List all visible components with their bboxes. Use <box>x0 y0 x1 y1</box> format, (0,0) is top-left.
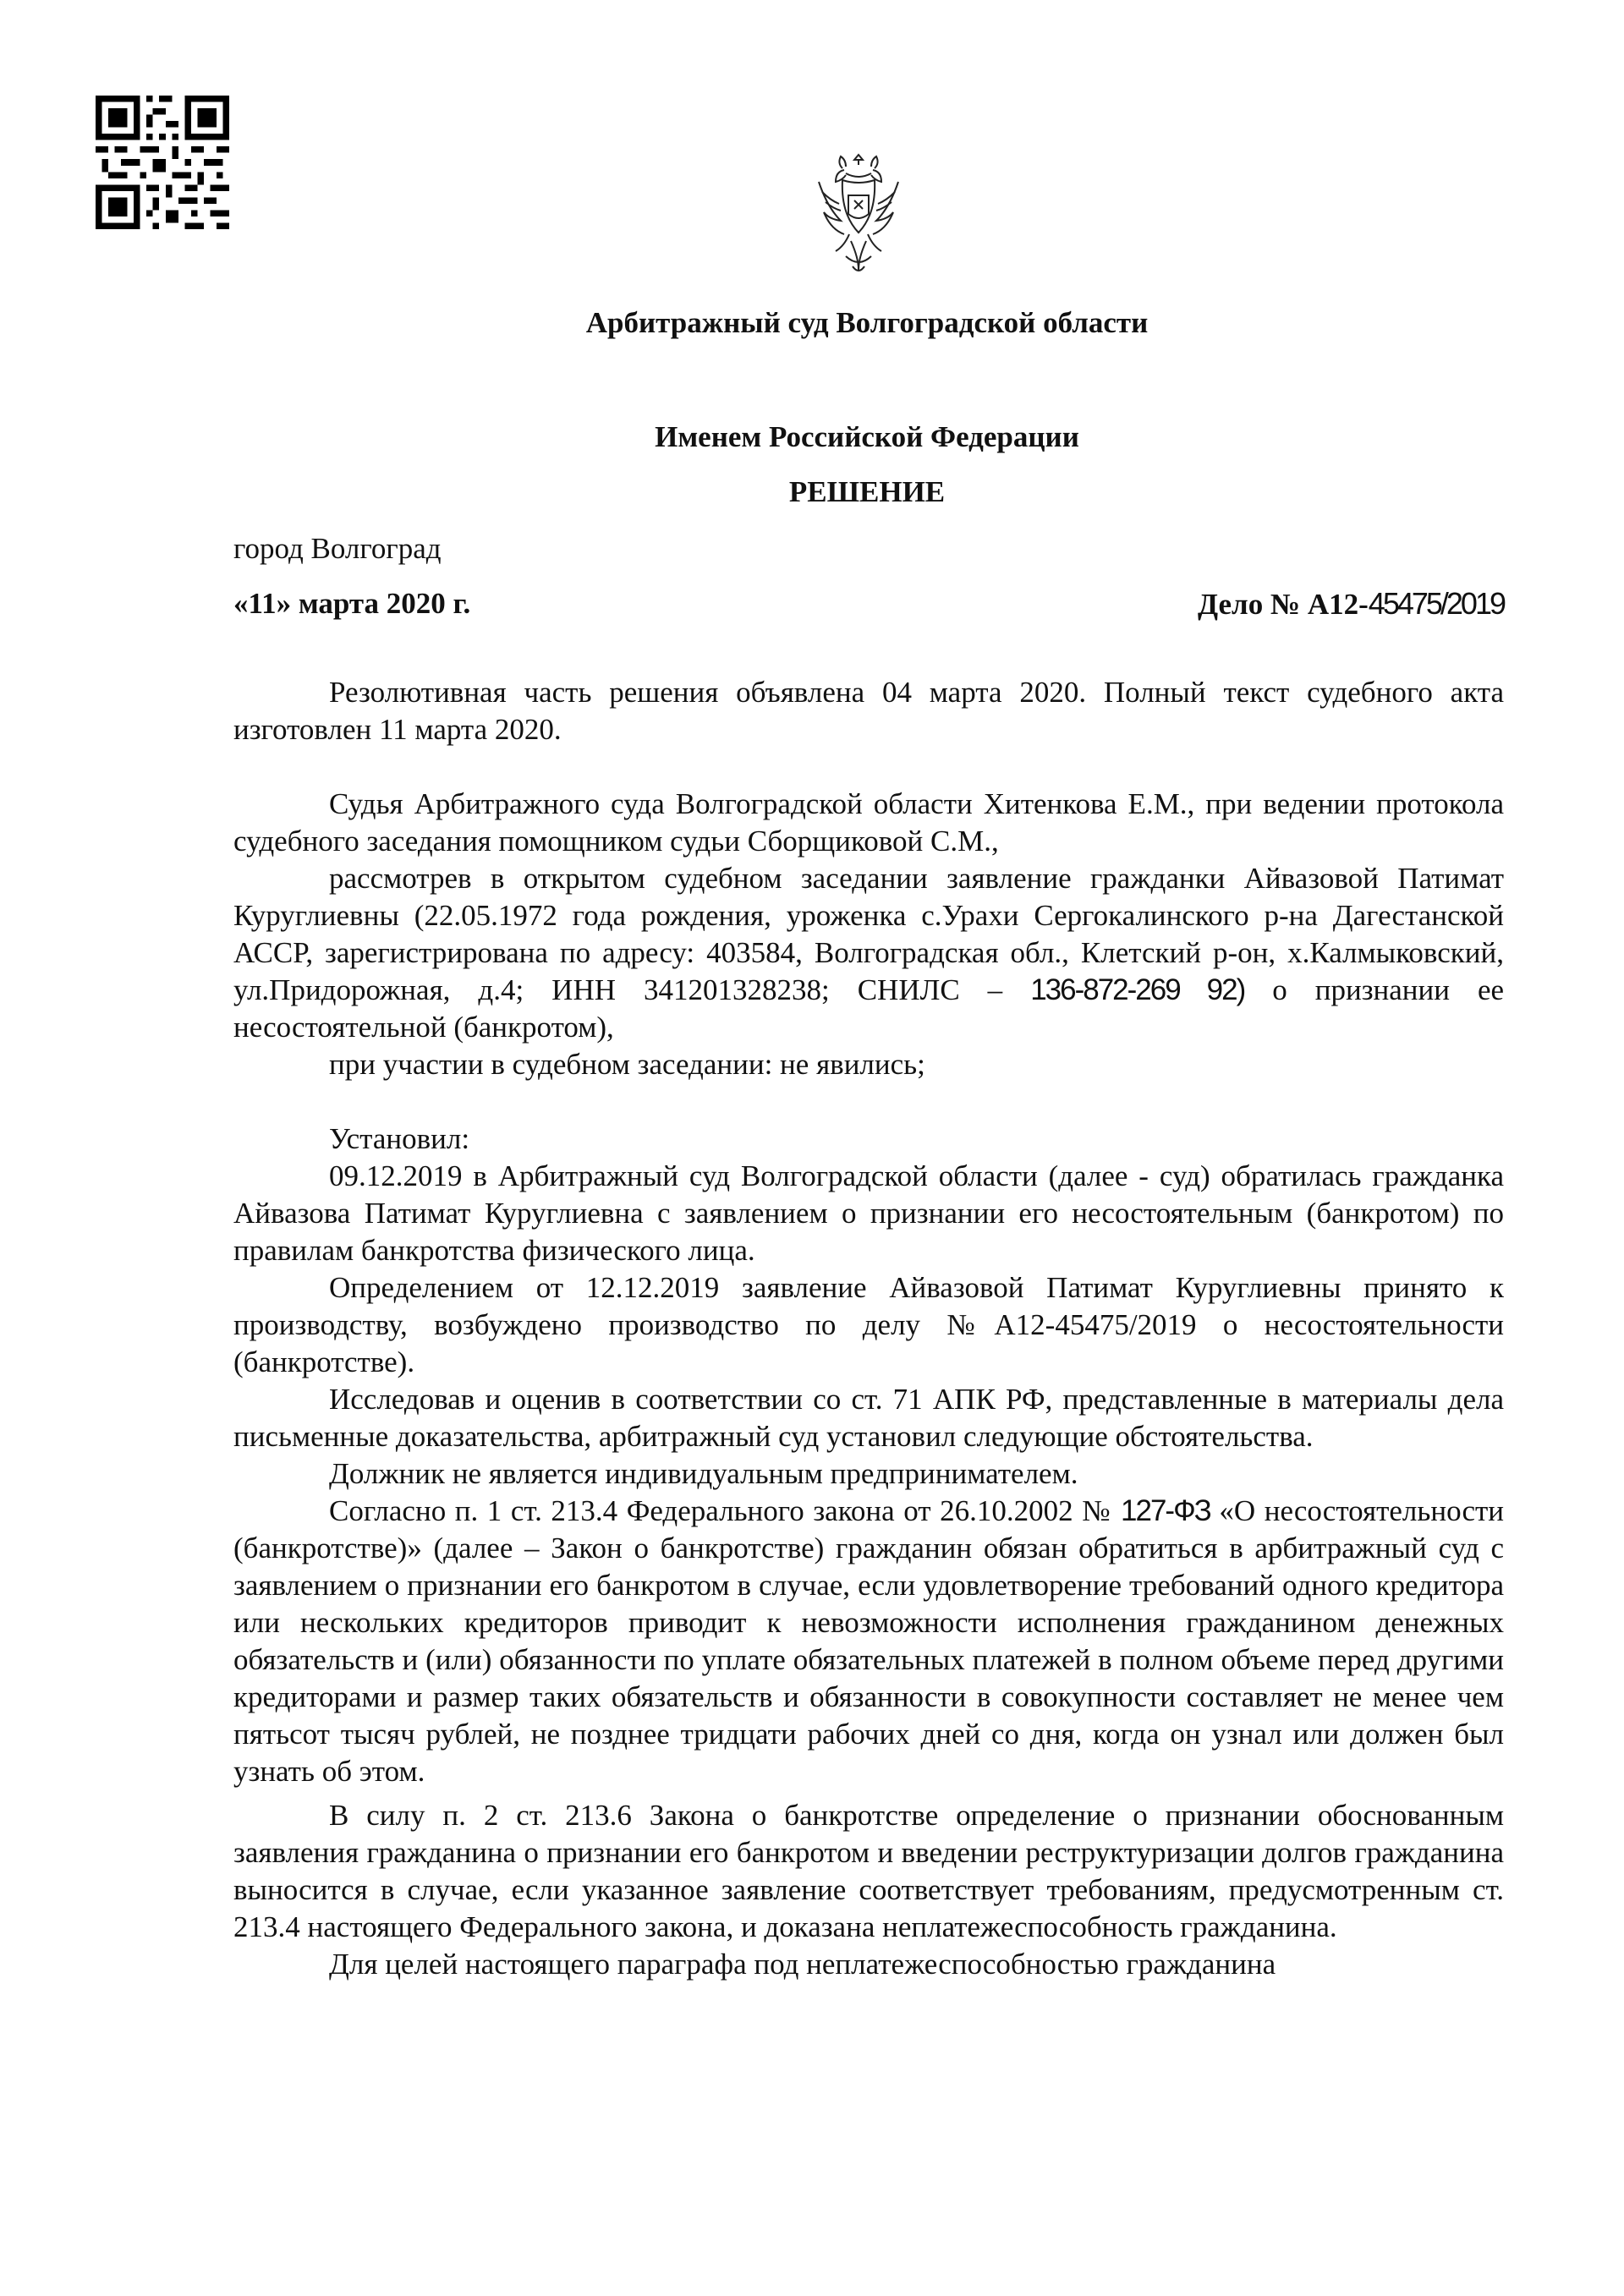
paragraph-insolvency: Для целей настоящего параграфа под неплатежеспособностью гражданина <box>329 1948 1276 1981</box>
document-title: РЕШЕНИЕ <box>788 475 946 508</box>
paragraph-considered <box>233 860 1504 1046</box>
decision-body <box>233 674 1504 1983</box>
paragraph-operative-part: Резолютивная часть решения объявлена 04 марта 2020. Полный текст судебного акта изготовлен 11 марта 2020. <box>233 676 1504 746</box>
paragraph-law-213-4 <box>233 1493 1504 1790</box>
snils-number: 136-872-269 92) <box>1030 973 1245 1006</box>
considered-tail: о признании ее несостоятельной (банкротом), <box>233 973 1505 1044</box>
case-number <box>1198 583 1504 626</box>
case-prefix: Дело № А12- <box>1198 588 1369 621</box>
city: город Волгоград <box>233 532 442 565</box>
paragraph-law-213-6: В силу п. 2 ст. 213.6 Закона о банкротстве определение о признании обоснованным заявления гражданина о признании его банкротом и введении реструктуризации долгов гражданина выносится в случае, если указанное заявление соответствует требованиям, предусмотренным ст. 213.4 настоящего Федерального закона, и доказана неплатежеспособность гражданина. <box>233 1799 1504 1943</box>
case-number-digits: 45475/2019 <box>1368 586 1504 621</box>
decision-date: «11» марта 2020 г. <box>233 587 471 620</box>
paragraph-established: Установил: <box>329 1122 470 1155</box>
law-number: 127-ФЗ <box>1121 1494 1210 1527</box>
paragraph-not-entrepreneur: Должник не является индивидуальным предпринимателем. <box>329 1457 1078 1490</box>
law-text-rest: «О несостоятельности (банкротстве)» (далее – Закон о банкротстве) гражданин обязан обратиться в арбитражный суд с заявлением о признании его банкротом в случае, если удовлетворение требований одного кредитора или нескольких кредиторов приводит к невозможности исполнения гражданином денежных обязательств и (или) обязанности по уплате обязательных платежей в полном объеме перед другими кредиторами и размер таких обязательств и обязанности в совокупности составляет не менее чем пятьсот тысяч рублей, не позднее тридцати рабочих дней со дня, когда он узнал или должен был узнать об этом. <box>233 1494 1505 1788</box>
paragraph-participation: при участии в судебном заседании: не явились; <box>329 1048 925 1081</box>
paragraph-ruling: Определением от 12.12.2019 заявление Айвазовой Патимат Куруглиевны принято к производству, возбуждено производство по делу №А12-45475/2019 о несостоятельности (банкротстве). <box>233 1271 1504 1378</box>
in-name-heading: Именем Российской Федерации <box>655 420 1079 453</box>
law-text-start: Согласно п. 1 ст. 213.4 Федерального закона от 26.10.2002 № <box>329 1494 1112 1527</box>
court-name: Арбитражный суд Волгоградской области <box>585 306 1149 339</box>
paragraph-evidence: Исследовав и оценив в соответствии со ст. 71 АПК РФ, представленные в материалы дела письменные доказательства, арбитражный суд установил следующие обстоятельства. <box>233 1383 1504 1453</box>
paragraph-filed: 09.12.2019 в Арбитражный суд Волгоградской области (далее - суд) обратилась гражданка Айвазова Патимат Куруглиевна с заявлением о признании его несостоятельным (банкротом) по правилам банкротства физического лица. <box>233 1159 1504 1267</box>
paragraph-judge: Судья Арбитражного суда Волгоградской области Хитенкова Е.М., при ведении протокола судебного заседания помощником судьи Сборщиковой С.М., <box>233 787 1504 858</box>
considered-text: рассмотрев в открытом судебном заседании заявление гражданки Айвазовой Патимат Куруглиевны (22.05.1972 года рождения, уроженка с.Урахи Сергокалинского р-на Дагестанской АССР, зарегистрирована по адресу: 403584, Волгоградская обл., Клетский р-он, х.Калмыковский, ул.Придорожная, д.4; ИНН 341201328238; СНИЛС – <box>233 862 1504 1006</box>
